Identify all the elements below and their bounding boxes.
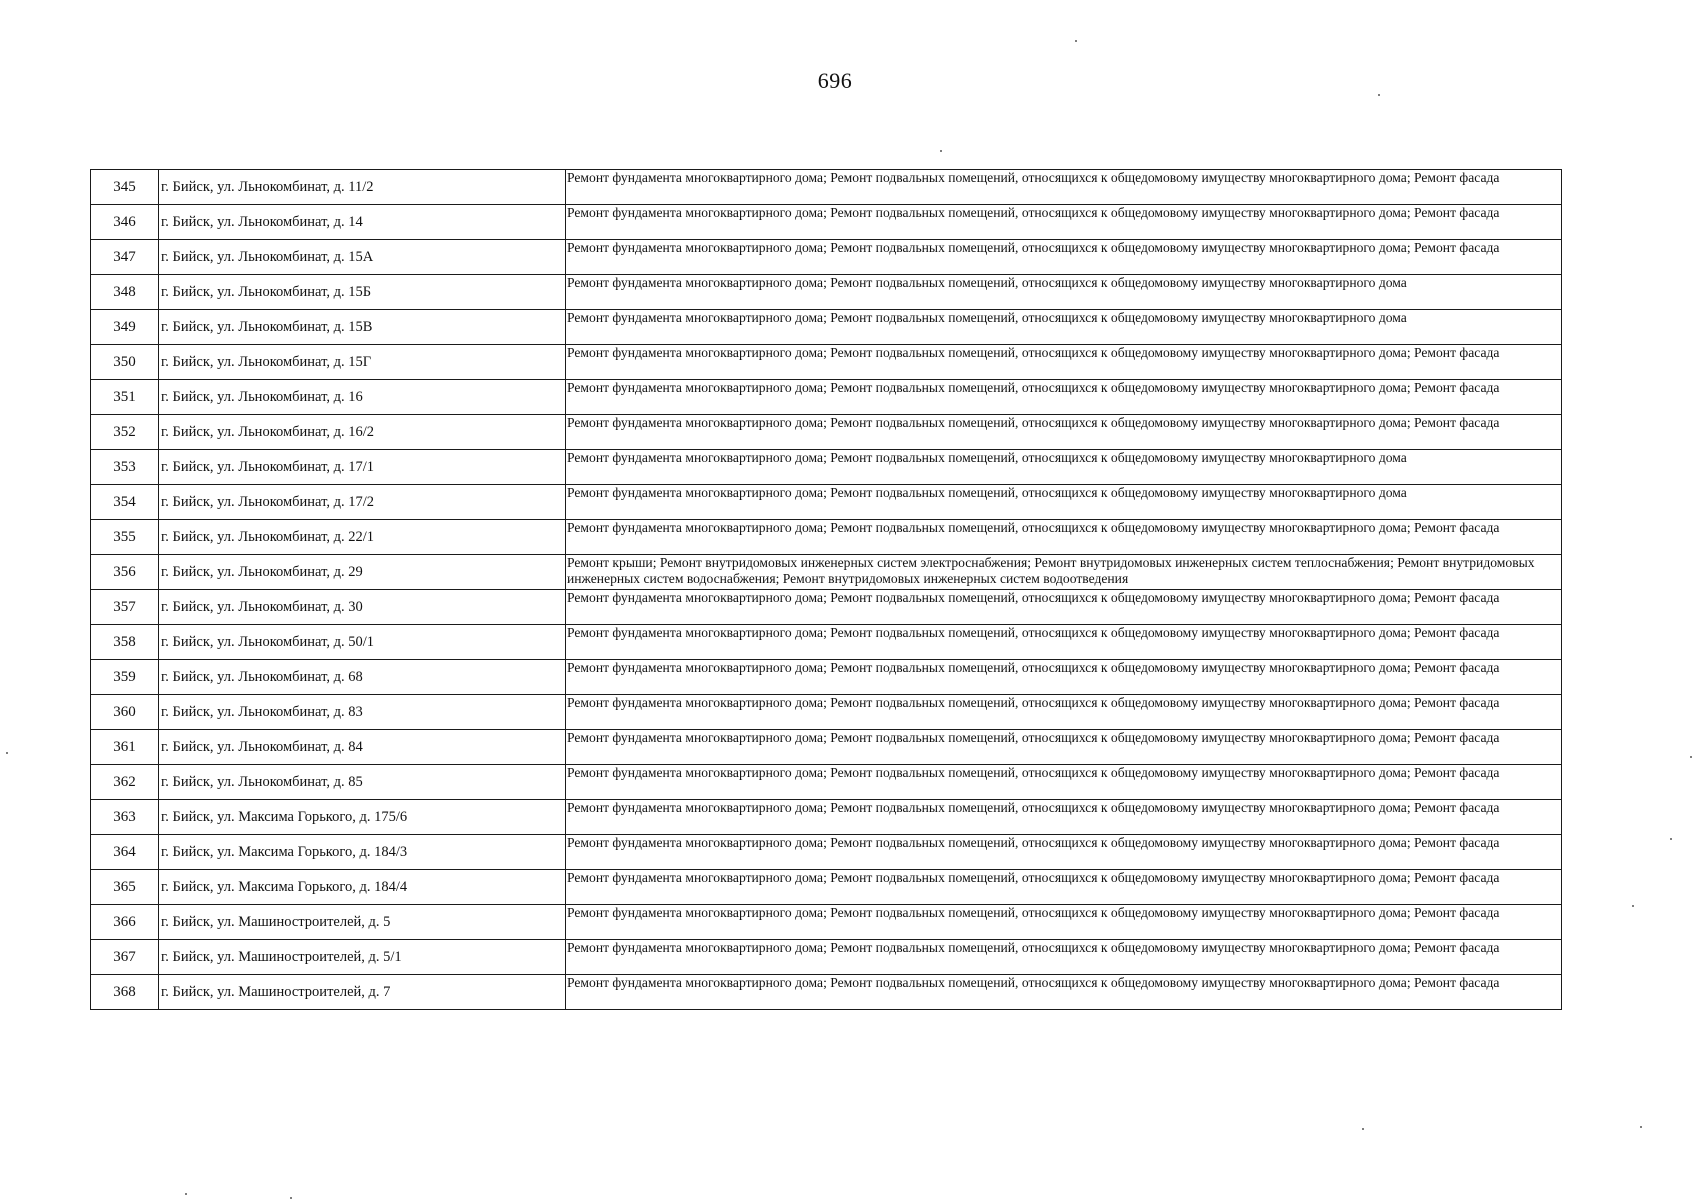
row-address: г. Бийск, ул. Льнокомбинат, д. 15Б [159, 275, 566, 310]
table-row [91, 555, 1562, 590]
table-row [91, 730, 1562, 765]
row-number: 359 [91, 660, 159, 695]
table-row [91, 415, 1562, 450]
row-works: Ремонт фундамента многоквартирного дома; Ремонт подвальных помещений, относящихся к общедомовому имуществу многоквартирного дома; Ремонт фасада [567, 765, 1500, 780]
row-address: г. Бийск, ул. Льнокомбинат, д. 17/1 [159, 450, 566, 485]
row-works-cell [566, 485, 1562, 520]
row-number: 360 [91, 695, 159, 730]
row-number: 345 [91, 170, 159, 205]
row-address: г. Бийск, ул. Максима Горького, д. 184/4 [159, 870, 566, 905]
table-row [91, 695, 1562, 730]
scan-speck [1075, 40, 1077, 42]
row-works: Ремонт фундамента многоквартирного дома; Ремонт подвальных помещений, относящихся к общедомовому имуществу многоквартирного дома; Ремонт фасада [567, 170, 1500, 185]
row-works-cell [566, 450, 1562, 485]
table-row [91, 940, 1562, 975]
repair-works-table [90, 169, 1562, 1010]
table-row [91, 380, 1562, 415]
row-address: г. Бийск, ул. Льнокомбинат, д. 11/2 [159, 170, 566, 205]
row-works-cell [566, 380, 1562, 415]
row-address: г. Бийск, ул. Машиностроителей, д. 5 [159, 905, 566, 940]
row-works: Ремонт фундамента многоквартирного дома; Ремонт подвальных помещений, относящихся к общедомовому имуществу многоквартирного дома; Ремонт фасада [567, 660, 1500, 675]
row-works: Ремонт фундамента многоквартирного дома; Ремонт подвальных помещений, относящихся к общедомовому имуществу многоквартирного дома; Ремонт фасада [567, 835, 1500, 850]
table-row [91, 590, 1562, 625]
row-number: 346 [91, 205, 159, 240]
row-number: 354 [91, 485, 159, 520]
scan-speck [6, 752, 8, 754]
row-number: 347 [91, 240, 159, 275]
row-address: г. Бийск, ул. Льнокомбинат, д. 84 [159, 730, 566, 765]
row-address: г. Бийск, ул. Льнокомбинат, д. 15В [159, 310, 566, 345]
row-address: г. Бийск, ул. Максима Горького, д. 175/6 [159, 800, 566, 835]
row-number: 351 [91, 380, 159, 415]
row-number: 348 [91, 275, 159, 310]
table-row [91, 275, 1562, 310]
row-address: г. Бийск, ул. Льнокомбинат, д. 15А [159, 240, 566, 275]
row-number: 350 [91, 345, 159, 380]
row-works: Ремонт фундамента многоквартирного дома; Ремонт подвальных помещений, относящихся к общедомовому имуществу многоквартирного дома; Ремонт фасада [567, 240, 1500, 255]
row-works-cell [566, 695, 1562, 730]
row-works-cell [566, 240, 1562, 275]
row-number: 366 [91, 905, 159, 940]
table-row [91, 905, 1562, 940]
table-row [91, 975, 1562, 1010]
row-works: Ремонт фундамента многоквартирного дома; Ремонт подвальных помещений, относящихся к общедомовому имуществу многоквартирного дома; Ремонт фасада [567, 380, 1500, 395]
row-number: 368 [91, 975, 159, 1010]
table-row [91, 310, 1562, 345]
row-address: г. Бийск, ул. Машиностроителей, д. 5/1 [159, 940, 566, 975]
table-row [91, 765, 1562, 800]
row-number: 352 [91, 415, 159, 450]
row-works: Ремонт крыши; Ремонт внутридомовых инженерных систем электроснабжения; Ремонт внутридомовых инженерных систем теплоснабжения; Ремонт внутридомовых инженерных систем водоснабжения; Ремонт внутридомовых инженерных систем водоотведения [567, 555, 1535, 586]
row-address: г. Бийск, ул. Льнокомбинат, д. 16/2 [159, 415, 566, 450]
row-address: г. Бийск, ул. Льнокомбинат, д. 85 [159, 765, 566, 800]
row-works: Ремонт фундамента многоквартирного дома; Ремонт подвальных помещений, относящихся к общедомовому имуществу многоквартирного дома [567, 275, 1407, 290]
row-works: Ремонт фундамента многоквартирного дома; Ремонт подвальных помещений, относящихся к общедомовому имуществу многоквартирного дома; Ремонт фасада [567, 940, 1500, 955]
row-works-cell [566, 905, 1562, 940]
scan-speck [290, 1197, 292, 1199]
row-number: 361 [91, 730, 159, 765]
row-works-cell [566, 940, 1562, 975]
row-address: г. Бийск, ул. Льнокомбинат, д. 83 [159, 695, 566, 730]
scan-speck [1640, 1126, 1642, 1128]
row-number: 367 [91, 940, 159, 975]
row-works: Ремонт фундамента многоквартирного дома; Ремонт подвальных помещений, относящихся к общедомовому имуществу многоквартирного дома; Ремонт фасада [567, 345, 1500, 360]
scan-speck [1378, 94, 1380, 96]
row-works-cell [566, 310, 1562, 345]
table-row [91, 625, 1562, 660]
row-number: 358 [91, 625, 159, 660]
row-works: Ремонт фундамента многоквартирного дома; Ремонт подвальных помещений, относящихся к общедомовому имуществу многоквартирного дома; Ремонт фасада [567, 730, 1500, 745]
row-works-cell [566, 800, 1562, 835]
row-works: Ремонт фундамента многоквартирного дома; Ремонт подвальных помещений, относящихся к общедомовому имуществу многоквартирного дома; Ремонт фасада [567, 870, 1500, 885]
table-row [91, 170, 1562, 205]
table-row [91, 800, 1562, 835]
row-address: г. Бийск, ул. Льнокомбинат, д. 16 [159, 380, 566, 415]
row-works: Ремонт фундамента многоквартирного дома; Ремонт подвальных помещений, относящихся к общедомовому имуществу многоквартирного дома; Ремонт фасада [567, 800, 1500, 815]
table-row [91, 450, 1562, 485]
table-row [91, 205, 1562, 240]
row-works-cell [566, 205, 1562, 240]
row-works-cell [566, 765, 1562, 800]
row-number: 364 [91, 835, 159, 870]
row-works: Ремонт фундамента многоквартирного дома; Ремонт подвальных помещений, относящихся к общедомовому имуществу многоквартирного дома; Ремонт фасада [567, 625, 1500, 640]
table-row [91, 240, 1562, 275]
row-works-cell [566, 835, 1562, 870]
scan-speck [1670, 838, 1672, 840]
row-address: г. Бийск, ул. Льнокомбинат, д. 30 [159, 590, 566, 625]
table-row [91, 485, 1562, 520]
row-address: г. Бийск, ул. Льнокомбинат, д. 15Г [159, 345, 566, 380]
row-number: 357 [91, 590, 159, 625]
row-works: Ремонт фундамента многоквартирного дома; Ремонт подвальных помещений, относящихся к общедомовому имуществу многоквартирного дома [567, 450, 1407, 465]
row-works-cell [566, 555, 1562, 590]
row-works-cell [566, 415, 1562, 450]
row-works-cell [566, 170, 1562, 205]
row-address: г. Бийск, ул. Льнокомбинат, д. 29 [159, 555, 566, 590]
row-works: Ремонт фундамента многоквартирного дома; Ремонт подвальных помещений, относящихся к общедомовому имуществу многоквартирного дома; Ремонт фасада [567, 520, 1500, 535]
table-body [91, 170, 1562, 1010]
row-works: Ремонт фундамента многоквартирного дома; Ремонт подвальных помещений, относящихся к общедомовому имуществу многоквартирного дома; Ремонт фасада [567, 415, 1500, 430]
row-address: г. Бийск, ул. Максима Горького, д. 184/3 [159, 835, 566, 870]
row-number: 355 [91, 520, 159, 555]
scan-speck [185, 1193, 187, 1195]
row-address: г. Бийск, ул. Льнокомбинат, д. 68 [159, 660, 566, 695]
table-row [91, 835, 1562, 870]
row-works-cell [566, 590, 1562, 625]
row-address: г. Бийск, ул. Льнокомбинат, д. 22/1 [159, 520, 566, 555]
row-number: 363 [91, 800, 159, 835]
page-number: 696 [817, 68, 853, 93]
table-row [91, 520, 1562, 555]
row-address: г. Бийск, ул. Льнокомбинат, д. 17/2 [159, 485, 566, 520]
row-works: Ремонт фундамента многоквартирного дома; Ремонт подвальных помещений, относящихся к общедомовому имуществу многоквартирного дома; Ремонт фасада [567, 205, 1500, 220]
row-works: Ремонт фундамента многоквартирного дома; Ремонт подвальных помещений, относящихся к общедомовому имуществу многоквартирного дома; Ремонт фасада [567, 905, 1500, 920]
row-address: г. Бийск, ул. Льнокомбинат, д. 14 [159, 205, 566, 240]
scan-speck [1362, 1128, 1364, 1130]
table-row [91, 345, 1562, 380]
row-number: 353 [91, 450, 159, 485]
row-works-cell [566, 660, 1562, 695]
row-works-cell [566, 625, 1562, 660]
row-works: Ремонт фундамента многоквартирного дома; Ремонт подвальных помещений, относящихся к общедомовому имуществу многоквартирного дома; Ремонт фасада [567, 590, 1500, 605]
row-number: 365 [91, 870, 159, 905]
row-works-cell [566, 275, 1562, 310]
scan-speck [1632, 905, 1634, 907]
row-number: 349 [91, 310, 159, 345]
row-works-cell [566, 730, 1562, 765]
row-works: Ремонт фундамента многоквартирного дома; Ремонт подвальных помещений, относящихся к общедомовому имуществу многоквартирного дома; Ремонт фасада [567, 695, 1500, 710]
row-works: Ремонт фундамента многоквартирного дома; Ремонт подвальных помещений, относящихся к общедомовому имуществу многоквартирного дома [567, 485, 1407, 500]
row-number: 362 [91, 765, 159, 800]
scan-speck [1690, 756, 1692, 758]
row-address: г. Бийск, ул. Машиностроителей, д. 7 [159, 975, 566, 1010]
row-number: 356 [91, 555, 159, 590]
row-works-cell [566, 345, 1562, 380]
row-works: Ремонт фундамента многоквартирного дома; Ремонт подвальных помещений, относящихся к общедомовому имуществу многоквартирного дома [567, 310, 1407, 325]
table-row [91, 660, 1562, 695]
table-row [91, 870, 1562, 905]
row-works: Ремонт фундамента многоквартирного дома; Ремонт подвальных помещений, относящихся к общедомовому имуществу многоквартирного дома; Ремонт фасада [567, 975, 1500, 990]
row-works-cell [566, 870, 1562, 905]
row-address: г. Бийск, ул. Льнокомбинат, д. 50/1 [159, 625, 566, 660]
row-works-cell [566, 520, 1562, 555]
row-works-cell [566, 975, 1562, 1010]
scan-speck [940, 150, 942, 152]
